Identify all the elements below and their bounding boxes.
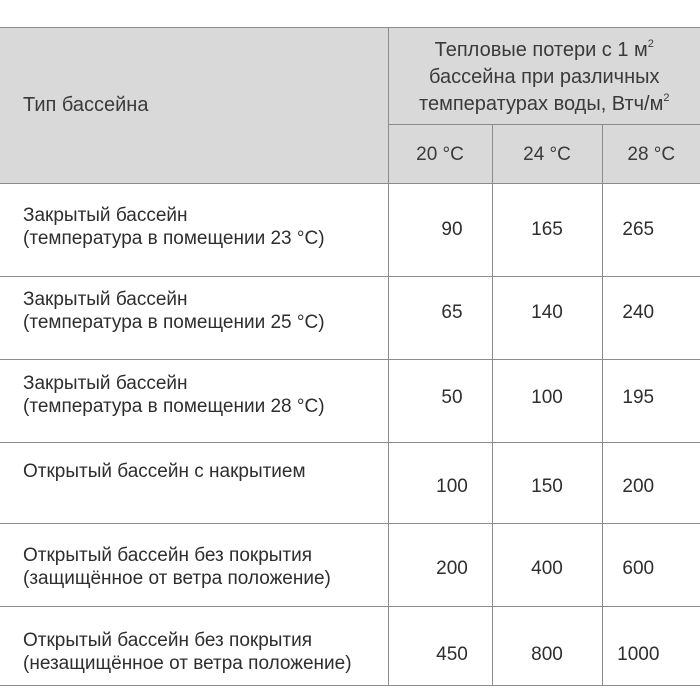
pool-type-line2: (температура в помещении 25 °C) (23, 312, 325, 333)
pool-type-line1: Открытый бассейн без покрытия (23, 630, 313, 651)
pool-type-line1: Открытый бассейн без покрытия (23, 545, 313, 566)
pool-type-line1: Закрытый бассейн (23, 205, 188, 226)
value-cell-24: 800 (492, 607, 602, 686)
pool-type-cell (0, 524, 388, 607)
group-header-line1: Тепловые потери с 1 м (434, 38, 648, 61)
value-cell-20: 100 (388, 443, 492, 524)
value-cell-28: 600 (602, 524, 700, 607)
pool-type-line2: (незащищённое от ветра положение) (23, 653, 352, 674)
pool-type-header: Тип бассейна (0, 28, 388, 184)
pool-type-cell (0, 360, 388, 443)
value-cell-28: 240 (602, 277, 700, 360)
table-header (0, 28, 700, 184)
value-cell-20: 200 (388, 524, 492, 607)
value-cell-24: 150 (492, 443, 602, 524)
unit-superscript-1: 2 (647, 37, 654, 50)
value-cell-24: 165 (492, 184, 602, 277)
value-cell-28: 195 (602, 360, 700, 443)
pool-type-cell (0, 184, 388, 277)
value-cell-20: 450 (388, 607, 492, 686)
value-cell-20: 90 (388, 184, 492, 277)
unit-superscript-2: 2 (663, 91, 670, 104)
table-body (0, 184, 700, 686)
pool-type-line2: (температура в помещении 23 °C) (23, 228, 325, 249)
pool-type-cell (0, 443, 388, 524)
pool-type-cell (0, 607, 388, 686)
group-header-line3: температурах воды, Втч/м (419, 92, 664, 115)
table-row (0, 607, 700, 686)
table-row (0, 360, 700, 443)
table-row (0, 524, 700, 607)
temp-header-28: 28 °C (602, 125, 700, 184)
heat-loss-group-header (388, 28, 700, 125)
table-row (0, 443, 700, 524)
pool-type-line2: (температура в помещении 28 °C) (23, 396, 325, 417)
value-cell-24: 140 (492, 277, 602, 360)
temp-header-24: 24 °C (492, 125, 602, 184)
value-cell-28: 1000 (602, 607, 700, 686)
value-cell-20: 50 (388, 360, 492, 443)
table-row (0, 277, 700, 360)
value-cell-24: 100 (492, 360, 602, 443)
value-cell-28: 200 (602, 443, 700, 524)
temp-header-20: 20 °C (388, 125, 492, 184)
table-row (0, 184, 700, 277)
heat-loss-table (0, 27, 700, 686)
value-cell-28: 265 (602, 184, 700, 277)
value-cell-20: 65 (388, 277, 492, 360)
pool-type-cell (0, 277, 388, 360)
heat-loss-table-container (0, 27, 700, 686)
pool-type-line1: Открытый бассейн с накрытием (23, 461, 306, 482)
value-cell-24: 400 (492, 524, 602, 607)
pool-type-line2: (защищённое от ветра положение) (23, 568, 331, 589)
pool-type-line1: Закрытый бассейн (23, 373, 188, 394)
group-header-line2: бассейна при различных (429, 65, 660, 88)
pool-type-line1: Закрытый бассейн (23, 289, 188, 310)
